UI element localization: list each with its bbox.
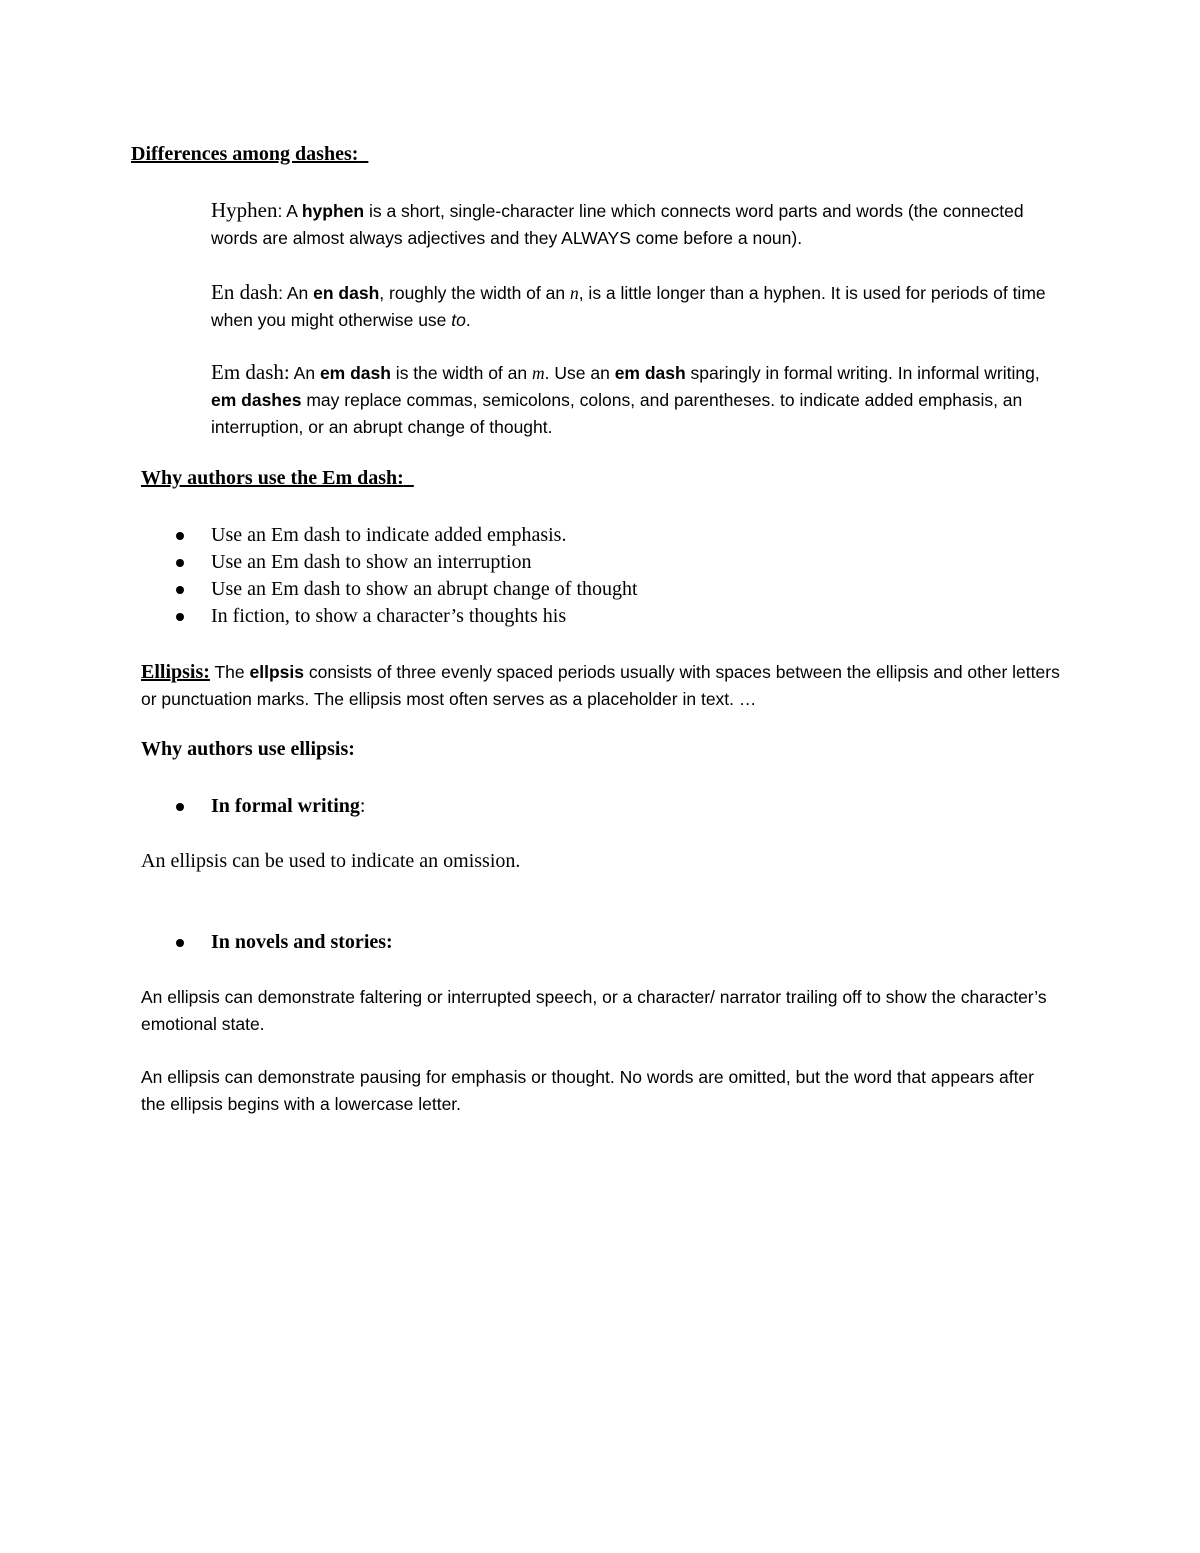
italic-word: to bbox=[451, 310, 466, 330]
italic-letter: m bbox=[532, 363, 545, 383]
bullet-icon bbox=[176, 559, 184, 567]
definition-text: sparingly in formal writing. In informal writing, bbox=[685, 363, 1040, 383]
en-dash-colon: : bbox=[278, 283, 283, 303]
hyphen-definition bbox=[211, 197, 1061, 252]
definition-text: , is a little longer than a hyphen. It is used for periods of time when you might otherwise use bbox=[211, 283, 1046, 330]
bullet-label: In formal writing bbox=[211, 795, 360, 817]
en-dash-term: En dash bbox=[211, 280, 279, 304]
definition-text: , roughly the width of an bbox=[379, 283, 570, 303]
definition-text: . Use an bbox=[544, 363, 615, 383]
list-item-text: Use an Em dash to show an abrupt change of thought bbox=[211, 578, 638, 600]
heading-text: Differences among dashes: bbox=[131, 143, 359, 165]
list-item-text: Use an Em dash to show an interruption bbox=[211, 551, 532, 573]
novels-paragraph-2: An ellipsis can demonstrate pausing for emphasis or thought. No words are omitted, but the word that appears after the ellipsis begins with a lowercase letter. bbox=[141, 1067, 1034, 1114]
definition-text: consists of three evenly spaced periods usually with spaces between the ellipsis and other letters or punctuation marks. The ellipsis most often serves as a placeholder in text. … bbox=[141, 662, 1060, 709]
hyphen-term: Hyphen bbox=[211, 198, 278, 222]
heading-differences-among-dashes bbox=[131, 143, 368, 166]
definition-text: may replace commas, semicolons, colons, and parentheses. to indicate added emphasis, an interruption, or an abrupt change of thought. bbox=[211, 390, 1023, 437]
heading-why-em-dash bbox=[141, 467, 414, 490]
definition-text: is a short, single-character line which connects word parts and words (the connected words are almost always adjectives and they ALWAYS come before a noun). bbox=[211, 201, 1024, 248]
em-dash-definition bbox=[211, 359, 1061, 441]
bullet-icon bbox=[176, 613, 184, 621]
novels-paragraph-1: An ellipsis can demonstrate faltering or interrupted speech, or a character/ narrator trailing off to show the character’s emotional state. bbox=[141, 987, 1047, 1034]
ellipsis-term: Ellipsis: bbox=[141, 661, 210, 683]
formal-writing-bullet bbox=[141, 793, 365, 820]
definition-text: is the width of an bbox=[390, 363, 532, 383]
italic-letter: n bbox=[569, 283, 579, 303]
list-item bbox=[141, 603, 638, 630]
bold-term: en dash bbox=[313, 283, 380, 303]
definition-text: . bbox=[465, 310, 471, 330]
bold-term: em dash bbox=[614, 363, 686, 383]
heading-text: Why authors use the Em dash: bbox=[141, 467, 404, 489]
bullet-icon bbox=[176, 939, 184, 947]
bullet-icon bbox=[176, 586, 184, 594]
hyphen-colon: : bbox=[277, 201, 283, 221]
list-item-text: In fiction, to show a character’s thoughts his bbox=[211, 605, 567, 627]
formal-writing-text: An ellipsis can be used to indicate an omission. bbox=[141, 850, 521, 872]
definition-text: A bbox=[286, 201, 302, 221]
heading-why-ellipsis: Why authors use ellipsis: bbox=[141, 738, 355, 760]
em-dash-reasons-list bbox=[141, 522, 638, 630]
list-item bbox=[141, 522, 638, 549]
ellipsis-definition bbox=[141, 659, 1061, 713]
bullet-label: In novels and stories: bbox=[211, 931, 393, 953]
bold-term: em dashes bbox=[211, 390, 302, 410]
novels-stories-bullet bbox=[141, 929, 393, 956]
definition-text: An bbox=[286, 283, 314, 303]
bullet-icon bbox=[176, 532, 184, 540]
list-item-text: Use an Em dash to indicate added emphasis. bbox=[211, 524, 567, 546]
bullet-colon: : bbox=[359, 795, 366, 817]
bold-term: ellpsis bbox=[249, 662, 304, 682]
em-dash-term: Em dash: bbox=[211, 360, 290, 384]
list-item bbox=[141, 549, 638, 576]
en-dash-definition bbox=[211, 279, 1061, 334]
definition-text: An bbox=[293, 363, 320, 383]
bullet-icon bbox=[176, 803, 184, 811]
definition-text: The bbox=[209, 662, 250, 682]
bold-term: hyphen bbox=[301, 201, 365, 221]
bold-term: em dash bbox=[319, 363, 391, 383]
list-item bbox=[141, 576, 638, 603]
